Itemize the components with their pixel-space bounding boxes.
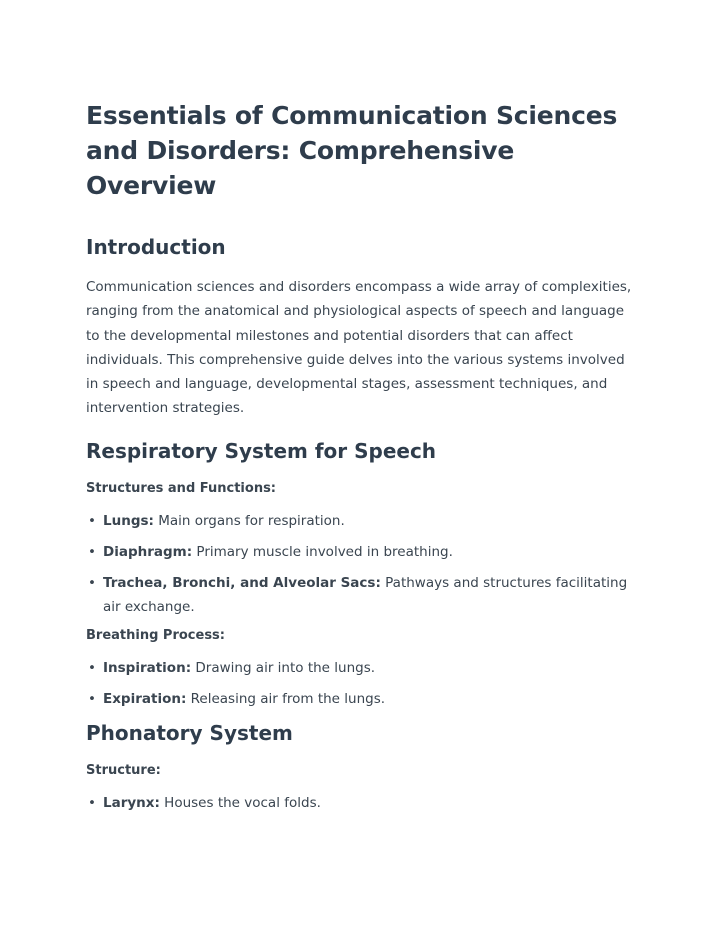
list-item [86,540,634,564]
phonatory-section [86,719,634,815]
document-title: Essentials of Communication Sciences and Disorders: Comprehensive Overview [86,101,618,200]
respiratory-section [86,437,634,711]
list-item [86,571,634,619]
phonatory-heading: Phonatory System [86,720,293,745]
structure-subheading: Structure: [86,762,161,778]
introduction-heading: Introduction [86,235,226,259]
structures-list [86,509,634,619]
structure-list [86,791,634,815]
bullet-icon: • [88,512,96,529]
bullet-icon: • [88,690,96,707]
list-item-term: Diaphragm: [103,543,193,560]
bullet-icon: • [88,659,96,676]
list-item-text: Drawing air into the lungs. [191,659,376,676]
breathing-process-list [86,656,634,711]
list-item [86,687,634,711]
structures-subheading: Structures and Functions: [86,480,277,496]
list-item-term: Expiration: [103,690,187,707]
list-item-text: Primary muscle involved in breathing. [192,543,453,560]
bullet-icon: • [88,794,96,811]
list-item-text: Releasing air from the lungs. [186,690,386,707]
list-item-text: Main organs for respiration. [153,512,345,529]
bullet-icon: • [88,574,96,591]
bullet-icon: • [88,543,96,560]
respiratory-heading: Respiratory System for Speech [86,438,437,463]
list-item [86,791,634,815]
introduction-paragraph: Communication sciences and disorders encompass a wide array of complexities, ranging from the anatomical and physiological aspects of speech and language to the developmental milestones and potential disorders that can affect individuals. This comprehensive guide delves into the various systems involved in speech and language, developmental stages, assessment techniques, and intervention strategies. [86,279,632,417]
list-item [86,656,634,680]
list-item-text: Houses the vocal folds. [159,794,321,811]
list-item-term: Larynx: [103,794,160,811]
breathing-process-subheading: Breathing Process: [86,627,225,643]
list-item-term: Lungs: [103,512,154,529]
introduction-section [86,233,634,421]
list-item-term: Inspiration: [103,659,192,676]
list-item-text: Pathways and structures facilitating air exchange. [103,574,628,615]
list-item [86,509,634,533]
list-item-term: Trachea, Bronchi, and Alveolar Sacs: [103,574,381,591]
